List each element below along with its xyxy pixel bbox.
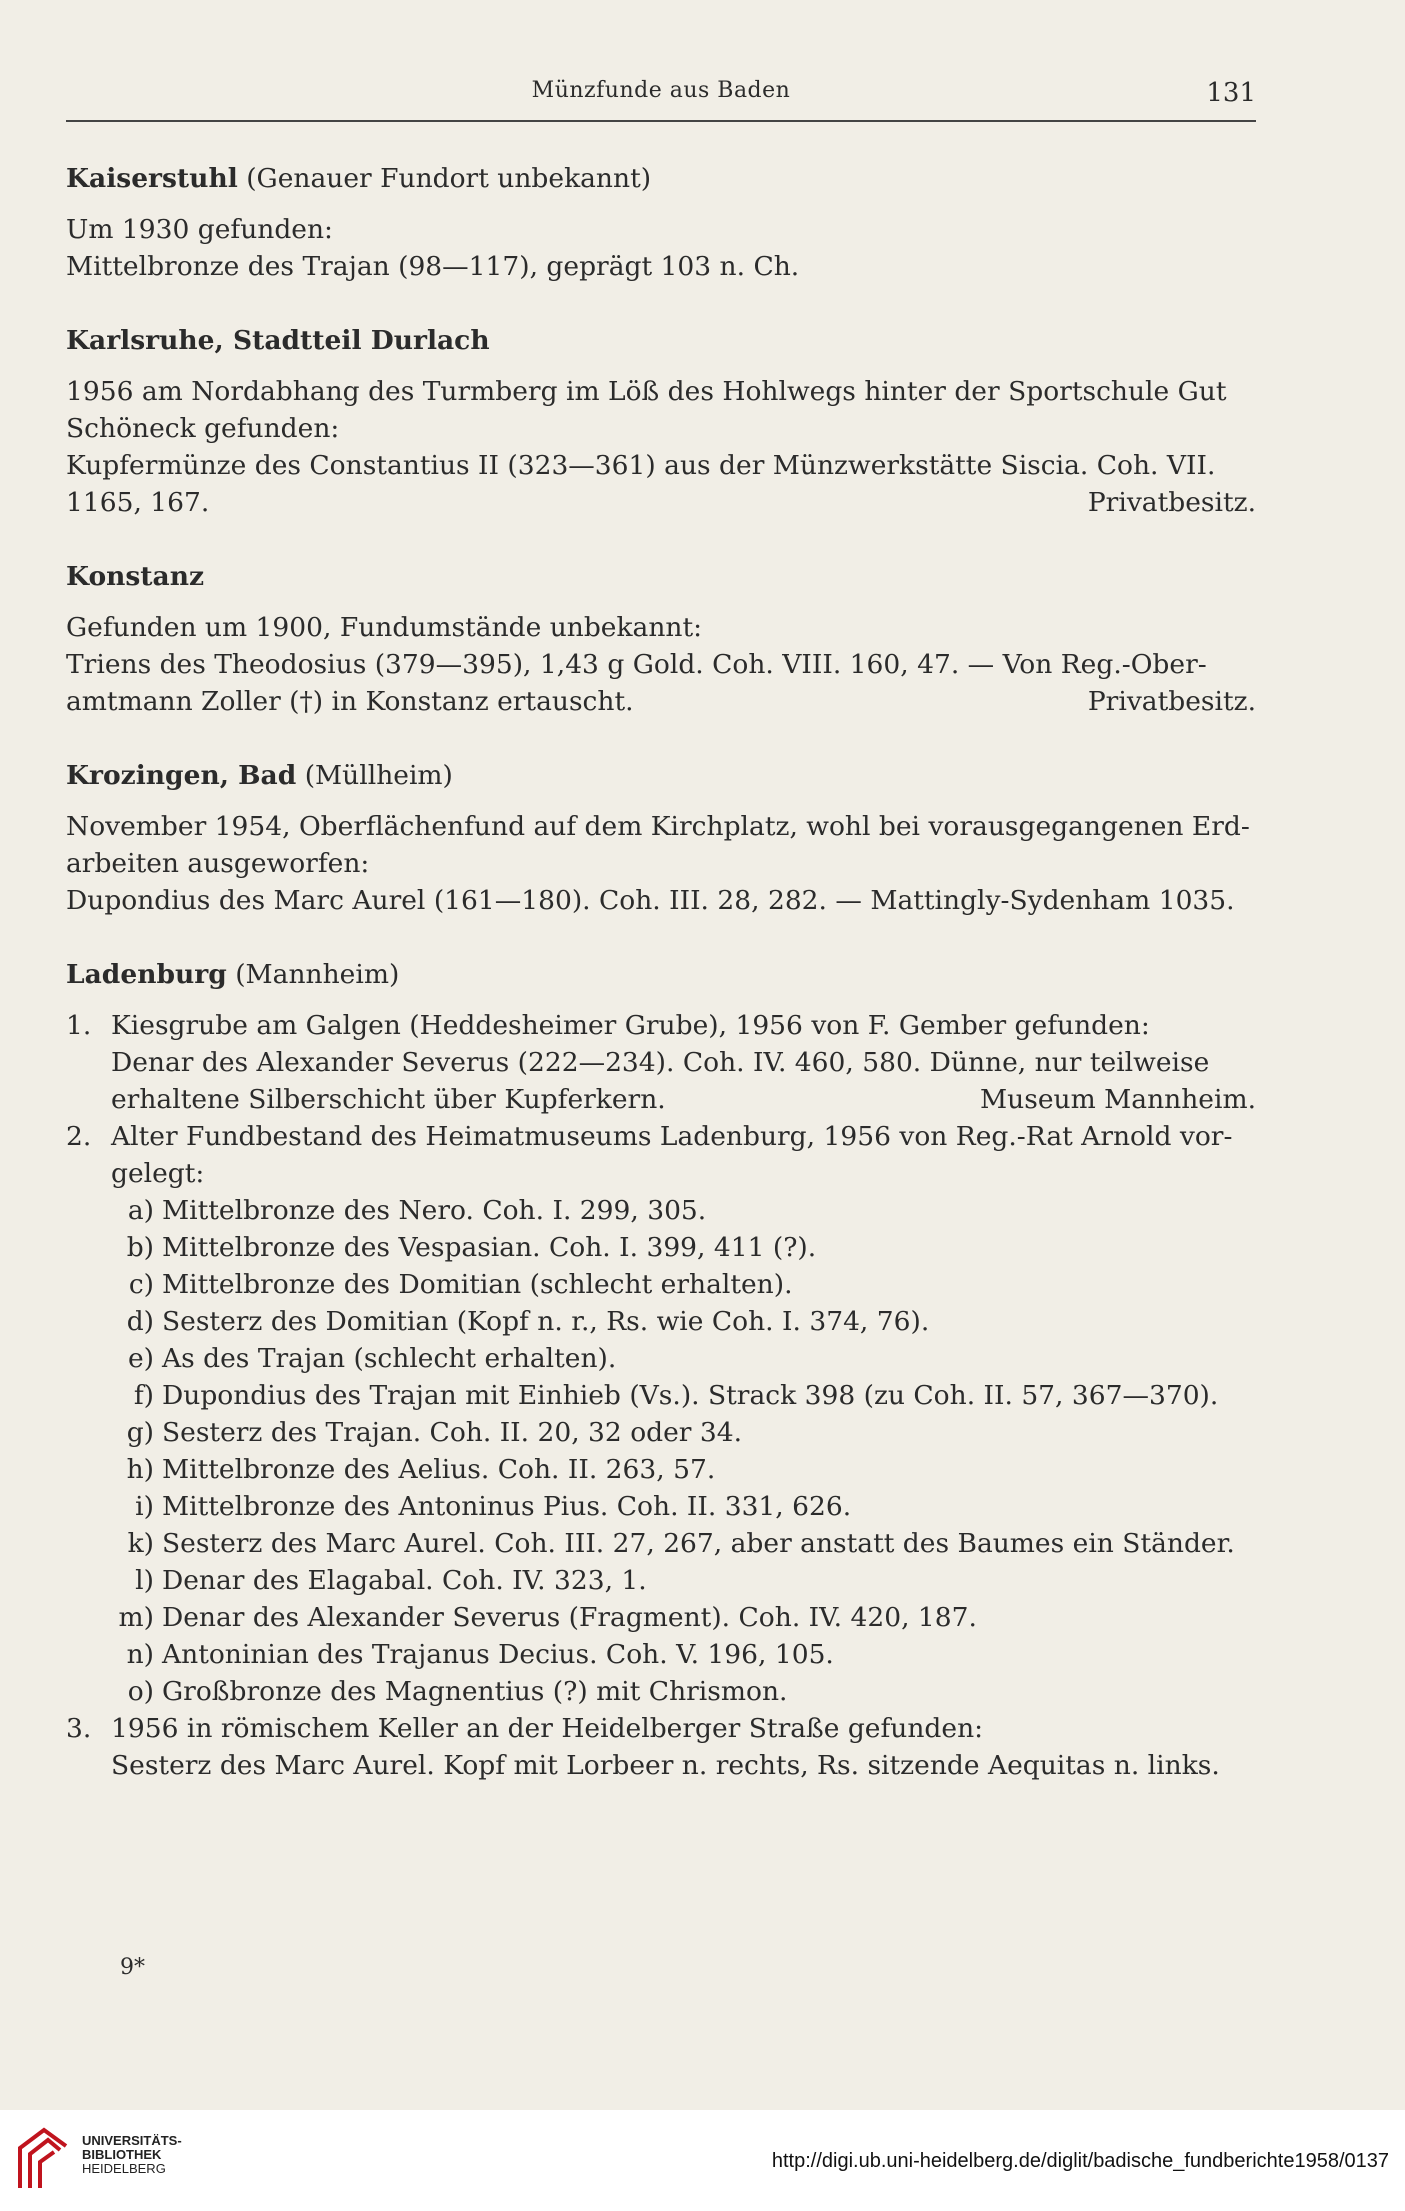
item-letter: a) — [127, 1195, 154, 1226]
item-letter: n) — [126, 1639, 154, 1670]
section-ladenburg — [66, 956, 1256, 1784]
list-item — [66, 1377, 1256, 1414]
item-text: Mittelbronze des Antoninus Pius. Coh. II. 331, 626. — [162, 1491, 852, 1522]
text-line: Triens des Theodosius (379—395), 1,43 g Gold. Coh. VIII. 160, 47. — Von Reg.-Ober- — [66, 649, 1207, 680]
heading-note: (Mannheim) — [235, 959, 400, 990]
text-line: arbeiten ausgeworfen: — [66, 848, 370, 879]
item-letter: k) — [127, 1528, 154, 1559]
heading-place: Karlsruhe, Stadtteil Durlach — [66, 325, 490, 356]
section-kaiserstuhl — [66, 160, 1256, 285]
section-konstanz — [66, 558, 1256, 720]
heading-place: Ladenburg — [66, 959, 227, 990]
section-krozingen — [66, 757, 1256, 919]
section-heading — [66, 956, 1256, 993]
item-letter: c) — [128, 1269, 154, 1300]
numbered-entry — [66, 1710, 1256, 1784]
provenance-note: Privatbesitz. — [1087, 686, 1256, 717]
item-letter: d) — [126, 1306, 154, 1337]
page-number: 131 — [1206, 78, 1256, 108]
provenance-note: Privatbesitz. — [1087, 487, 1256, 518]
list-item — [66, 1414, 1256, 1451]
text-line: Gefunden um 1900, Fundumstände unbekannt: — [66, 612, 703, 643]
text-line: Kupfermünze des Constantius II (323—361) aus der Münzwerkstätte Siscia. Coh. VII. — [66, 450, 1216, 481]
item-text: Denar des Alexander Severus (Fragment). Coh. IV. 420, 187. — [162, 1602, 977, 1633]
item-letter: l) — [135, 1565, 154, 1596]
page-header — [66, 78, 1256, 118]
page-body — [66, 160, 1256, 1821]
item-letter: b) — [126, 1232, 154, 1263]
header-rule — [66, 120, 1256, 122]
text-line: 1956 in römischem Keller an der Heidelberger Straße gefunden: — [111, 1713, 984, 1744]
library-name — [82, 2134, 182, 2176]
text-line: Schöneck gefunden: — [66, 413, 340, 444]
text-line: amtmann Zoller (†) in Konstanz ertauscht. — [66, 686, 634, 717]
item-text: As des Trajan (schlecht erhalten). — [162, 1343, 617, 1374]
heading-place: Kaiserstuhl — [66, 163, 238, 194]
entry-number: 2. — [66, 1121, 92, 1152]
list-item — [66, 1636, 1256, 1673]
item-text: Mittelbronze des Vespasian. Coh. I. 399, 411 (?). — [162, 1232, 817, 1263]
item-letter: i) — [135, 1491, 154, 1522]
item-letter: h) — [126, 1454, 154, 1485]
heading-place: Konstanz — [66, 561, 205, 592]
section-heading — [66, 558, 1256, 595]
heading-place: Krozingen, Bad — [66, 760, 297, 791]
list-item — [66, 1192, 1256, 1229]
section-karlsruhe — [66, 322, 1256, 521]
text-line-with-provenance — [66, 683, 1256, 720]
entry-number: 3. — [66, 1713, 92, 1744]
list-item — [66, 1562, 1256, 1599]
text-line-with-provenance — [66, 484, 1256, 521]
item-text: Mittelbronze des Nero. Coh. I. 299, 305. — [162, 1195, 707, 1226]
text-line: Um 1930 gefunden: — [66, 214, 333, 245]
list-item — [66, 1488, 1256, 1525]
item-text: Dupondius des Trajan mit Einhieb (Vs.). Strack 398 (zu Coh. II. 57, 367—370). — [162, 1380, 1219, 1411]
item-text: Mittelbronze des Aelius. Coh. II. 263, 57. — [162, 1454, 716, 1485]
item-letter: f) — [133, 1380, 154, 1411]
library-name-line: BIBLIOTHEK — [82, 2147, 162, 2162]
numbered-entry — [66, 1007, 1256, 1118]
text-line: Alter Fundbestand des Heimatmuseums Ladenburg, 1956 von Reg.-Rat Arnold vor- — [111, 1121, 1233, 1152]
numbered-entry — [66, 1118, 1256, 1192]
item-letter: m) — [118, 1602, 154, 1633]
text-line: Sesterz des Marc Aurel. Kopf mit Lorbeer n. rechts, Rs. sitzende Aequitas n. links. — [111, 1750, 1220, 1781]
section-heading — [66, 757, 1256, 794]
list-item — [66, 1303, 1256, 1340]
text-line: erhaltene Silberschicht über Kupferkern. — [111, 1084, 666, 1115]
text-line: Mittelbronze des Trajan (98—117), geprägt 103 n. Ch. — [66, 251, 800, 282]
heading-note: (Müllheim) — [304, 760, 453, 791]
item-text: Antoninian des Trajanus Decius. Coh. V. 196, 105. — [162, 1639, 834, 1670]
list-item — [66, 1266, 1256, 1303]
item-letter: g) — [126, 1417, 154, 1448]
list-item — [66, 1599, 1256, 1636]
item-text: Sesterz des Marc Aurel. Coh. III. 27, 267, aber anstatt des Baumes ein Ständer. — [162, 1528, 1235, 1559]
text-line: November 1954, Oberflächenfund auf dem Kirchplatz, wohl bei vorausgegangenen Erd- — [66, 811, 1250, 842]
list-item — [66, 1525, 1256, 1562]
item-text: Großbronze des Magnentius (?) mit Chrismon. — [162, 1676, 788, 1707]
signature-mark: 9* — [120, 1955, 145, 1980]
digitization-footer — [0, 2110, 1405, 2211]
coin-sublist — [66, 1192, 1256, 1710]
list-item — [66, 1451, 1256, 1488]
item-text: Mittelbronze des Domitian (schlecht erhalten). — [162, 1269, 793, 1300]
source-url-link[interactable]: http://digi.ub.uni-heidelberg.de/diglit/badische_fundberichte1958/0137 — [771, 2150, 1389, 2172]
item-text: Sesterz des Domitian (Kopf n. r., Rs. wie Coh. I. 374, 76). — [162, 1306, 930, 1337]
item-text: Denar des Elagabal. Coh. IV. 323, 1. — [162, 1565, 647, 1596]
heading-note: (Genauer Fundort unbekannt) — [246, 163, 652, 194]
text-line: Dupondius des Marc Aurel (161—180). Coh. III. 28, 282. — Mattingly-Sydenham 1035. — [66, 885, 1235, 916]
provenance-note: Museum Mannheim. — [980, 1084, 1256, 1115]
text-line: gelegt: — [111, 1158, 205, 1189]
library-name-line: HEIDELBERG — [82, 2161, 166, 2176]
text-line: Denar des Alexander Severus (222—234). Coh. IV. 460, 580. Dünne, nur teilweise — [111, 1047, 1210, 1078]
entry-number: 1. — [66, 1010, 92, 1041]
item-letter: o) — [127, 1676, 154, 1707]
text-line: 1956 am Nordabhang des Turmberg im Löß des Hohlwegs hinter der Sportschule Gut — [66, 376, 1227, 407]
text-line: Kiesgrube am Galgen (Heddesheimer Grube), 1956 von F. Gember gefunden: — [111, 1010, 1150, 1041]
text-line-with-provenance — [111, 1081, 1256, 1118]
item-text: Sesterz des Trajan. Coh. II. 20, 32 oder 34. — [162, 1417, 743, 1448]
section-heading — [66, 322, 1256, 359]
section-heading — [66, 160, 1256, 197]
list-item — [66, 1673, 1256, 1710]
running-title: Münzfunde aus Baden — [531, 78, 791, 103]
ub-heidelberg-logo-icon — [14, 2122, 72, 2194]
list-item — [66, 1229, 1256, 1266]
list-item — [66, 1340, 1256, 1377]
library-name-line: UNIVERSITÄTS- — [82, 2133, 182, 2148]
item-letter: e) — [127, 1343, 154, 1374]
text-line: 1165, 167. — [66, 487, 210, 518]
